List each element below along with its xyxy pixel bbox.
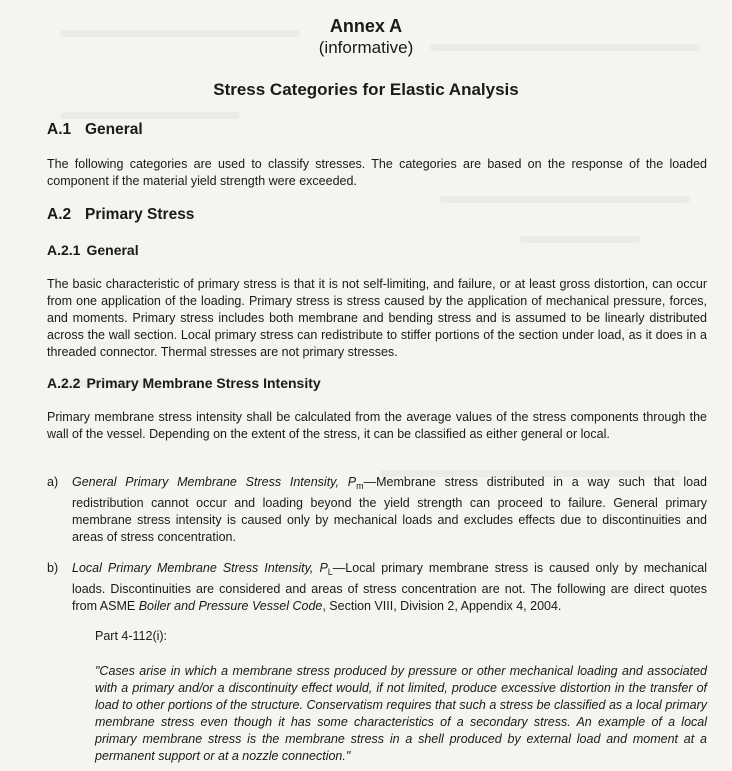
term-symbol: P	[319, 561, 328, 575]
bleed-through-mark	[520, 236, 640, 243]
list-item-body	[72, 474, 707, 546]
term-subscript: m	[356, 481, 364, 491]
section-number: A.2	[47, 206, 72, 223]
section-number: A.2.2	[47, 375, 81, 391]
quote-text: "Cases arise in which a membrane stress produced by pressure or other mechanical loading and associated with a primary and/or a discontinuity effect would, if not limited, produce excessive distortion in the transfer of load to other portions of the structure. Conservatism requires that such a stress be classified as a local primary membrane stress even though it has some characteristics of a secondary stress. An example of a local primary membrane stress is the membrane stress in a shell produced by external load and moment at a permanent support or at a nozzle connection."	[95, 664, 707, 763]
section-a22-text: Primary membrane stress intensity shall be calculated from the average values of the stress components through the wall of the vessel. Depending on the extent of the stress, it can be classified as either general or local.	[47, 410, 707, 441]
section-title: General	[86, 242, 139, 258]
section-a1-text: The following categories are used to classify stresses. The categories are based on the response of the loaded component if the material yield strength were exceeded.	[47, 157, 707, 188]
section-title: Primary Membrane Stress Intensity	[86, 375, 321, 391]
section-heading-a1	[47, 121, 143, 139]
section-heading-a22	[47, 375, 321, 391]
term-name: Local Primary Membrane Stress Intensity,	[72, 561, 314, 575]
page-title: Stress Categories for Elastic Analysis	[213, 80, 519, 99]
list-item-body	[72, 560, 707, 615]
section-heading-a21	[47, 242, 139, 258]
term-symbol: P	[347, 475, 357, 489]
annex-title: Annex A	[329, 16, 403, 36]
quote-reference: Part 4-112(i):	[95, 629, 168, 643]
section-heading-a2	[47, 206, 194, 224]
term-name: General Primary Membrane Stress Intensity,	[72, 475, 339, 489]
bleed-through-mark	[60, 112, 240, 119]
section-number: A.1	[47, 121, 72, 138]
section-title: General	[85, 121, 143, 138]
list-marker: b)	[47, 561, 59, 575]
section-title: Primary Stress	[85, 206, 195, 223]
term-definition: —Membrane stress distributed in a way such that load redistribution cannot occur and loading beyond the yield strength can proceed to failure. General primary membrane stress intensity is caused only by mechanical loads and excludes effects due to discontinuities and areas of stress concentration.	[72, 475, 707, 544]
code-title: Boiler and Pressure Vessel Code	[138, 599, 323, 613]
term-definition: —Local primary membrane stress is caused only by mechanical loads. Discontinuities are considered and areas of stress concentration are not. The following are direct quotes from ASME	[72, 561, 707, 613]
section-a21-text: The basic characteristic of primary stress is that it is not self-limiting, and failure, or at least gross distortion, can occur from one application of the loading. Primary stress is stress caused by the application of mechanical pressure, forces, and moments. Primary stress includes both membrane and bending stress and is assumed to be linearly distributed across the wall section. Local primary stress can redistribute to stiffer portions of the section under load, as it does in a threaded connector. Thermal stresses are not primary stresses.	[47, 277, 707, 359]
term-definition-end: , Section VIII, Division 2, Appendix 4, 2004.	[322, 599, 562, 613]
bleed-through-mark	[440, 196, 690, 203]
list-marker: a)	[47, 475, 59, 489]
term-subscript: L	[327, 567, 333, 577]
section-number: A.2.1	[47, 242, 81, 258]
annex-subtitle: (informative)	[318, 38, 414, 57]
